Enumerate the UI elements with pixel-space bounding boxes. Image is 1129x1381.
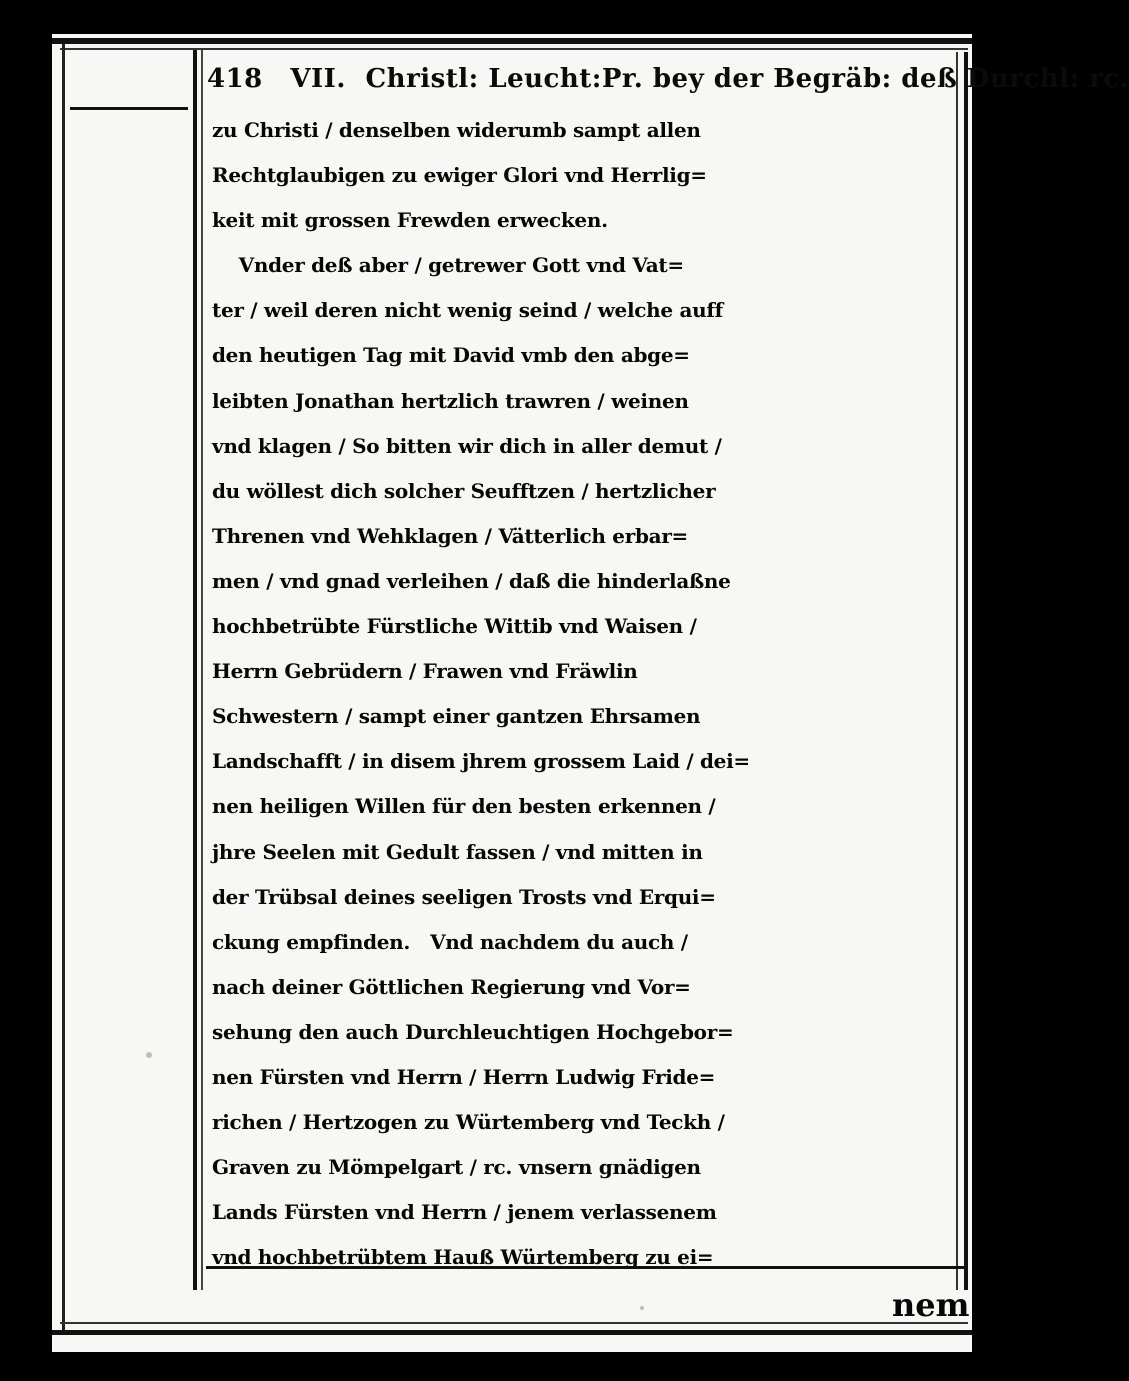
body-text-block — [212, 108, 972, 1280]
catchword: nem — [892, 1286, 970, 1324]
paper-speck — [146, 1052, 152, 1058]
margin-column-rule-inner — [201, 50, 203, 1290]
text-line: Threnen vnd Wehklagen / Vätterlich erbar= — [212, 523, 689, 548]
chapter-number: VII. — [290, 64, 346, 94]
text-line: der Trübsal deines seeligen Trosts vnd Erqui= — [212, 884, 716, 909]
text-line: Lands Fürsten vnd Herrn / jenem verlassenem — [212, 1200, 717, 1225]
text-line: du wöllest dich solcher Seufftzen / hertzlicher — [212, 478, 716, 503]
text-line: Schwestern / sampt einer gantzen Ehrsamen — [212, 704, 701, 729]
running-header — [207, 64, 1129, 94]
text-line: nach deiner Göttlichen Regierung vnd Vor= — [212, 974, 691, 999]
text-line: hochbetrübte Fürstliche Wittib vnd Waisen / — [212, 614, 697, 639]
text-line: keit mit grossen Frewden erwecken. — [212, 208, 608, 233]
text-line: Herrn Gebrüdern / Frawen vnd Fräwlin — [212, 659, 638, 684]
paper-speck — [640, 1306, 644, 1310]
text-line: jhre Seelen mit Gedult fassen / vnd mitten in — [212, 839, 703, 864]
bottom-border-thin-rule — [60, 1322, 968, 1324]
text-line: ckung empfinden. Vnd nachdem du auch / — [212, 929, 688, 954]
text-line: vnd hochbetrübtem Hauß Würtemberg zu ei= — [212, 1245, 714, 1270]
text-line: richen / Hertzogen zu Würtemberg vnd Teckh / — [212, 1110, 725, 1135]
margin-note-separator — [70, 107, 188, 110]
text-line: den heutigen Tag mit David vmb den abge= — [212, 343, 690, 368]
text-line: sehung den auch Durchleuchtigen Hochgebor= — [212, 1019, 734, 1044]
running-title: Christl: Leucht:Pr. bey der Begräb: deß Durchl: rc. — [365, 64, 1129, 94]
bottom-border-rule — [52, 1330, 972, 1335]
left-page-edge — [62, 44, 65, 1334]
text-line: nen Fürsten vnd Herrn / Herrn Ludwig Fride= — [212, 1064, 716, 1089]
text-line: men / vnd gnad verleihen / daß die hinderlaßne — [212, 568, 731, 593]
text-line: Landschafft / in disem jhrem grossem Laid / dei= — [212, 749, 750, 774]
text-line: Rechtglaubigen zu ewiger Glori vnd Herrlig= — [212, 163, 707, 188]
page-number: 418 — [207, 64, 263, 94]
text-line: ter / weil deren nicht wenig seind / welche auff — [212, 298, 723, 323]
text-line: zu Christi / denselben widerumb sampt allen — [212, 118, 701, 142]
text-line: Graven zu Mömpelgart / rc. vnsern gnädigen — [212, 1155, 701, 1180]
top-border-rule — [52, 38, 972, 44]
text-line: nen heiligen Willen für den besten erkennen / — [212, 794, 716, 819]
margin-column-rule — [193, 50, 197, 1290]
text-line: leibten Jonathan hertzlich trawren / weinen — [212, 388, 689, 413]
text-line: vnd klagen / So bitten wir dich in aller demut / — [212, 433, 722, 458]
text-line: Vnder deß aber / getrewer Gott vnd Vat= — [212, 253, 684, 278]
